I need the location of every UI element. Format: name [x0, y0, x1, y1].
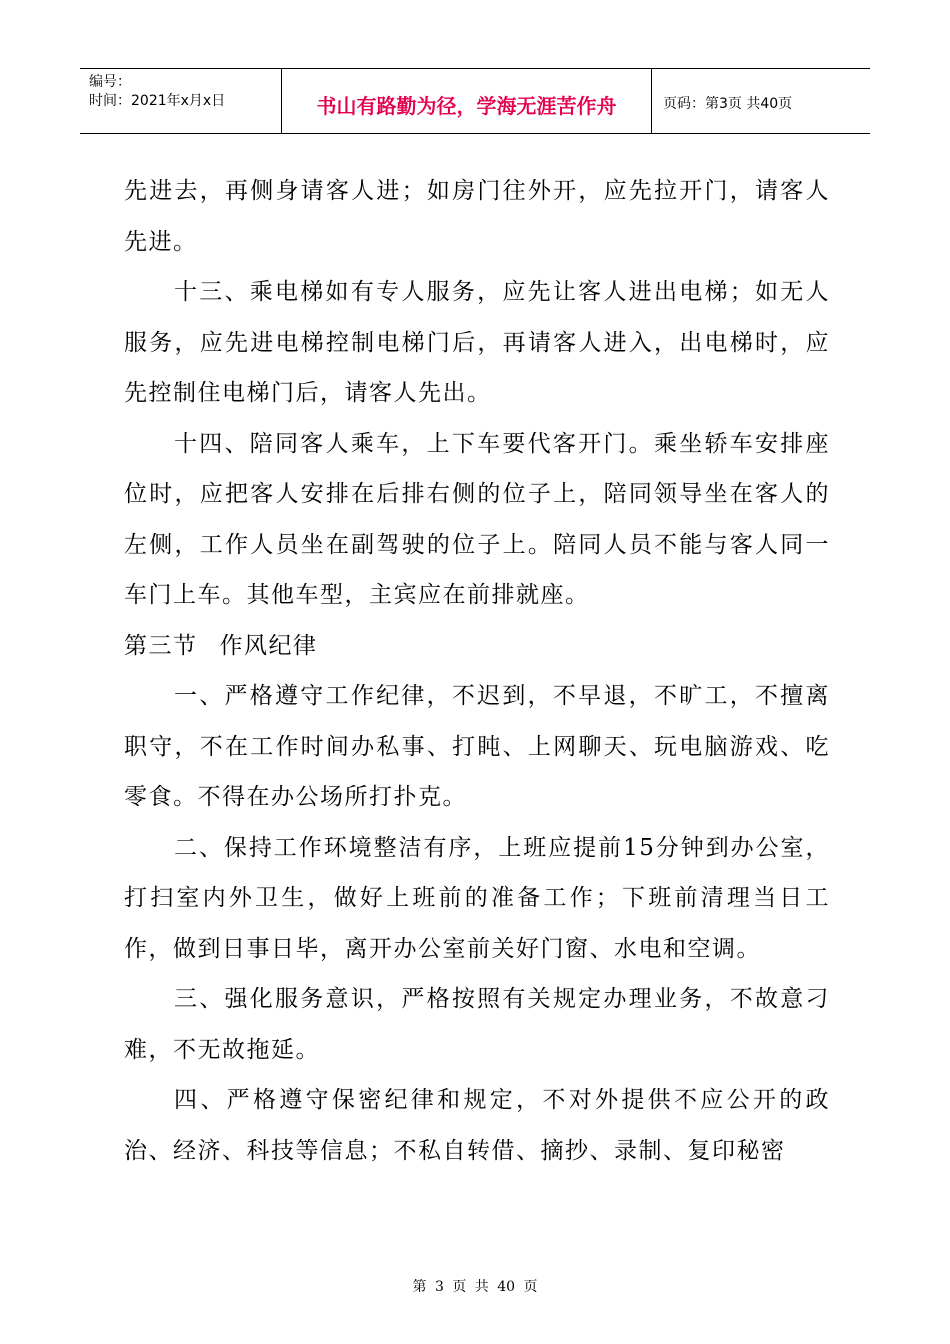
paragraph-item-13: 十三、乘电梯如有专人服务，应先让客人进出电梯；如无人服务，应先进电梯控制电梯门后，再请客人进入，出电梯时，应先控制住电梯门后，请客人先出。	[124, 279, 830, 406]
header-motto: 书山有路勤为径，学海无涯苦作舟	[282, 69, 652, 133]
paragraph-rule-1: 一、严格遵守工作纪律，不迟到，不早退，不旷工，不擅离职守，不在工作时间办私事、打盹、上网聊天、玩电脑游戏、吃零食。不得在办公场所打扑克。	[124, 683, 830, 810]
page-footer: 第 3 页 共 40 页	[412, 1279, 538, 1295]
time-label: 时间：2021年x月x日	[89, 93, 226, 109]
section-heading	[124, 621, 830, 672]
header-meta-cell	[80, 69, 282, 133]
header-page-info: 页码：第3页 共40页	[663, 96, 793, 112]
page-header	[80, 68, 870, 134]
document-body	[124, 166, 830, 1176]
paragraph-continued: 先进去，再侧身请客人进；如房门往外开，应先拉开门，请客人先进。	[124, 178, 830, 255]
section-name: 作风纪律	[219, 632, 318, 659]
paragraph-item-14: 十四、陪同客人乘车，上下车要代客开门。乘坐轿车安排座位时，应把客人安排在后排右侧的位子上，陪同领导坐在客人的左侧，工作人员坐在副驾驶的位子上。陪同人员不能与客人同一车门上车。其他车型，主宾应在前排就座。	[124, 430, 830, 608]
paragraph-rule-3: 三、强化服务意识，严格按照有关规定办理业务，不故意刁难，不无故拖延。	[124, 986, 830, 1063]
section-number: 第三节	[124, 632, 198, 659]
serial-label: 编号：	[89, 74, 131, 90]
paragraph-rule-2: 二、保持工作环境整洁有序，上班应提前15分钟到办公室，打扫室内外卫生，做好上班前的准备工作；下班前清理当日工作，做到日事日毕，离开办公室前关好门窗、水电和空调。	[124, 834, 830, 962]
paragraph-rule-4: 四、严格遵守保密纪律和规定，不对外提供不应公开的政治、经济、科技等信息；不私自转借、摘抄、录制、复印秘密	[124, 1087, 830, 1164]
